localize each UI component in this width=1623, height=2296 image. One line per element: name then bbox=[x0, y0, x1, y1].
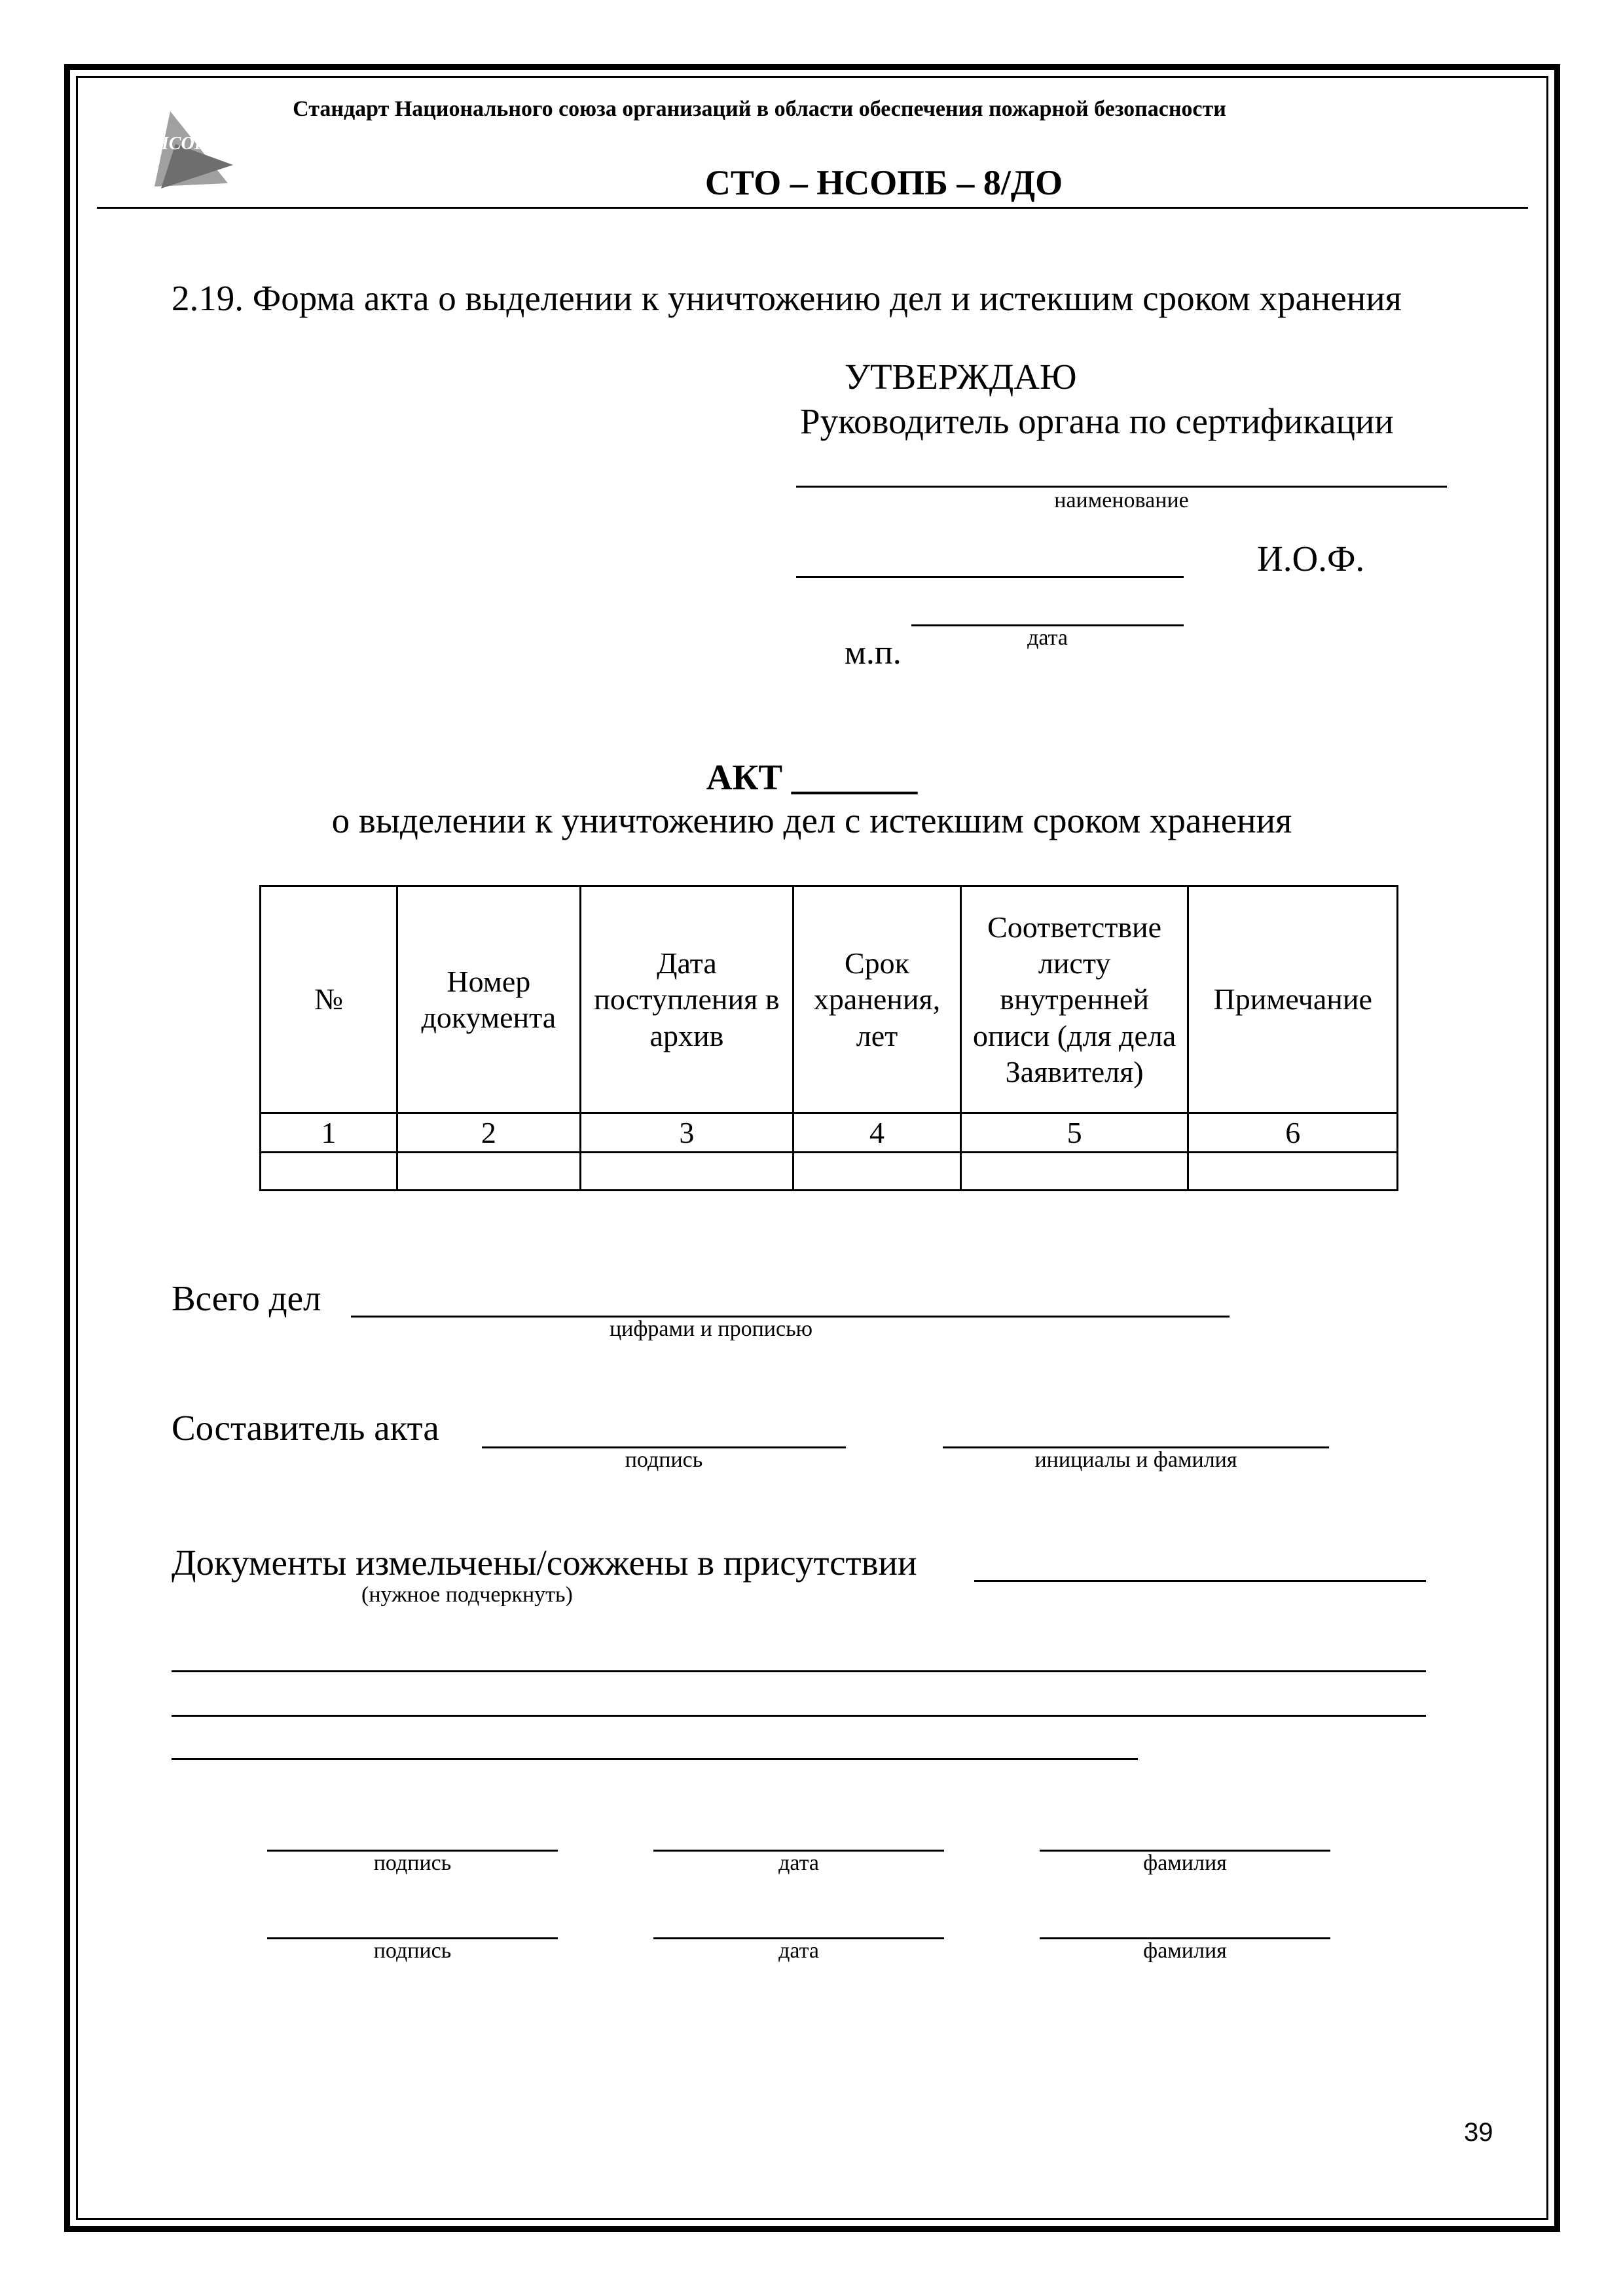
destruction-label: Документы измельчены/сожжены в присутствии bbox=[172, 1543, 917, 1583]
witness-line-2[interactable] bbox=[172, 1670, 1426, 1672]
column-header: № bbox=[261, 886, 397, 1113]
section-title: 2.19. Форма акта о выделении к уничтожению дел и истекшим сроком хранения bbox=[172, 278, 1402, 318]
total-files-label: Всего дел bbox=[172, 1278, 321, 1318]
total-files-caption: цифрами и прописью bbox=[609, 1317, 812, 1341]
approver-signature-line[interactable] bbox=[796, 576, 1184, 578]
act-title: АКТ _______ bbox=[706, 757, 918, 797]
signature-caption: подпись bbox=[373, 1851, 452, 1875]
table-cell[interactable] bbox=[397, 1153, 581, 1191]
approve-label: УТВЕРЖДАЮ bbox=[845, 357, 1077, 397]
column-number: 2 bbox=[397, 1113, 581, 1153]
compiler-label: Составитель акта bbox=[172, 1408, 439, 1448]
approval-date-caption: дата bbox=[1027, 626, 1068, 650]
compiler-signature-caption: подпись bbox=[625, 1448, 703, 1472]
act-subtitle: о выделении к уничтожению дел с истекшим сроком хранения bbox=[331, 800, 1292, 840]
seal-mark: м.п. bbox=[845, 634, 902, 672]
column-number: 5 bbox=[960, 1113, 1188, 1153]
column-number: 4 bbox=[793, 1113, 961, 1153]
destruction-note: (нужное подчеркнуть) bbox=[361, 1583, 573, 1607]
compiler-name-caption: инициалы и фамилия bbox=[1034, 1448, 1237, 1472]
table-cell[interactable] bbox=[580, 1153, 793, 1191]
column-header: Номер документа bbox=[397, 886, 581, 1113]
column-header: Примечание bbox=[1188, 886, 1398, 1113]
column-number: 6 bbox=[1188, 1113, 1398, 1153]
column-header: Срок хранения, лет bbox=[793, 886, 961, 1113]
column-number: 1 bbox=[261, 1113, 397, 1153]
organization-name-caption: наименование bbox=[1054, 488, 1189, 512]
table-header-row bbox=[261, 886, 1398, 1113]
column-number: 3 bbox=[580, 1113, 793, 1153]
witness-line-1[interactable] bbox=[974, 1580, 1426, 1582]
witness-line-4[interactable] bbox=[172, 1758, 1138, 1760]
approver-position: Руководитель органа по сертификации bbox=[800, 401, 1394, 441]
witness-line-3[interactable] bbox=[172, 1715, 1426, 1717]
date-caption: дата bbox=[778, 1851, 819, 1875]
date-caption: дата bbox=[778, 1939, 819, 1963]
files-table bbox=[259, 885, 1398, 1191]
table-number-row bbox=[261, 1113, 1398, 1153]
table-cell[interactable] bbox=[261, 1153, 397, 1191]
column-header: Дата поступления в архив bbox=[580, 886, 793, 1113]
surname-caption: фамилия bbox=[1143, 1851, 1227, 1875]
standard-title: Стандарт Национального союза организаций в области обеспечения пожарной безопасности bbox=[293, 97, 1226, 121]
table-cell[interactable] bbox=[1188, 1153, 1398, 1191]
signature-caption: подпись bbox=[373, 1939, 452, 1963]
table-cell[interactable] bbox=[793, 1153, 961, 1191]
header-divider bbox=[97, 207, 1528, 209]
logo-text: НСОПБ bbox=[155, 134, 221, 154]
page-number: 39 bbox=[1464, 2118, 1493, 2147]
column-header: Соответствие листу внутренней описи (для дела Заявителя) bbox=[960, 886, 1188, 1113]
table-cell[interactable] bbox=[960, 1153, 1188, 1191]
table-row[interactable] bbox=[261, 1153, 1398, 1191]
surname-caption: фамилия bbox=[1143, 1939, 1227, 1963]
document-code: СТО – НСОПБ – 8/ДО bbox=[704, 163, 1063, 202]
organization-name-line[interactable] bbox=[796, 486, 1447, 488]
approver-initials: И.О.Ф. bbox=[1257, 539, 1365, 579]
